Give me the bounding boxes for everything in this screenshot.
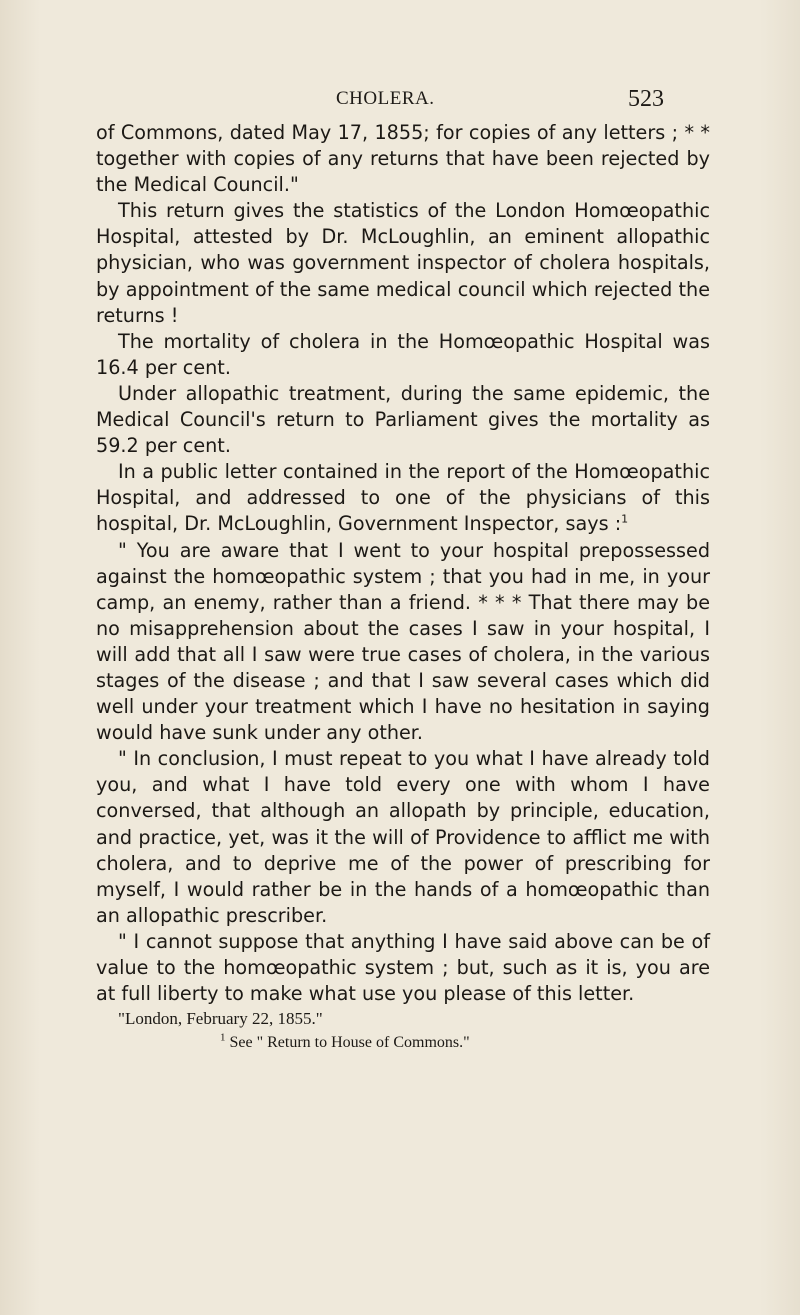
quoted-letter-paragraph: " In conclusion, I must repeat to you what I have already told you, and what I have told every one with whom I have conversed, that although an allopath by principle, education, and practice, yet, was it the will of Providence to afflict me with cholera, and to deprive me of the power of prescribing for myself, I would rather be in the hands of a homœopathic than an allopathic prescriber. [96,747,710,927]
paragraph: of Commons, dated May 17, 1855; for copies of any letters ; * * together with copies of any returns that have been rejected by the Medical Council." [96,121,710,197]
paragraph: The mortality of cholera in the Homœopathic Hospital was 16.4 per cent. [96,329,710,379]
quoted-letter-paragraph: " You are aware that I went to your hospital prepossessed against the homœopathic system ; that you had in me, in your camp, an enemy, rather than a friend. * * * That there may be no misapprehension about the cases I saw in your hospital, I will add that all I saw were true cases of cholera, in the various stages of the disease ; and that I saw several cases which did well under your treatment which I have no hesitation in saying would have sunk under any other. [96,538,710,745]
footnote-marker: 1 [220,1031,226,1044]
footnote-reference: 1 [621,513,629,527]
quoted-letter-paragraph: " I cannot suppose that anything I have said above can be of value to the homœopathic system ; but, such as it is, you are at full liberty to make what use you please of this letter. [96,929,710,1006]
paragraph: This return gives the statistics of the London Homœopathic Hospital, attested by Dr. McLoughlin, an eminent allopathic physician, who was government inspector of cholera hospitals, by appointment of the same medical council which rejected the returns ! [96,199,710,327]
letter-signoff: "London, February 22, 1855." [118,1009,323,1029]
paragraph-with-footnote [96,459,710,537]
running-head: CHOLERA. [336,88,435,109]
footnote [96,1030,710,1056]
page-number: 523 [628,86,664,112]
footnote-text: See " Return to House of Commons." [229,1034,470,1052]
page-header [0,88,800,118]
body-text [96,120,710,1056]
paragraph: Under allopathic treatment, during the same epidemic, the Medical Council's return to Parliament gives the mortality as 59.2 per cent. [96,381,710,458]
paragraph-text: In a public letter contained in the report of the Homœopathic Hospital, and addressed to one of the physicians of this hospital, Dr. McLoughlin, Government Inspector, says : [96,460,710,536]
